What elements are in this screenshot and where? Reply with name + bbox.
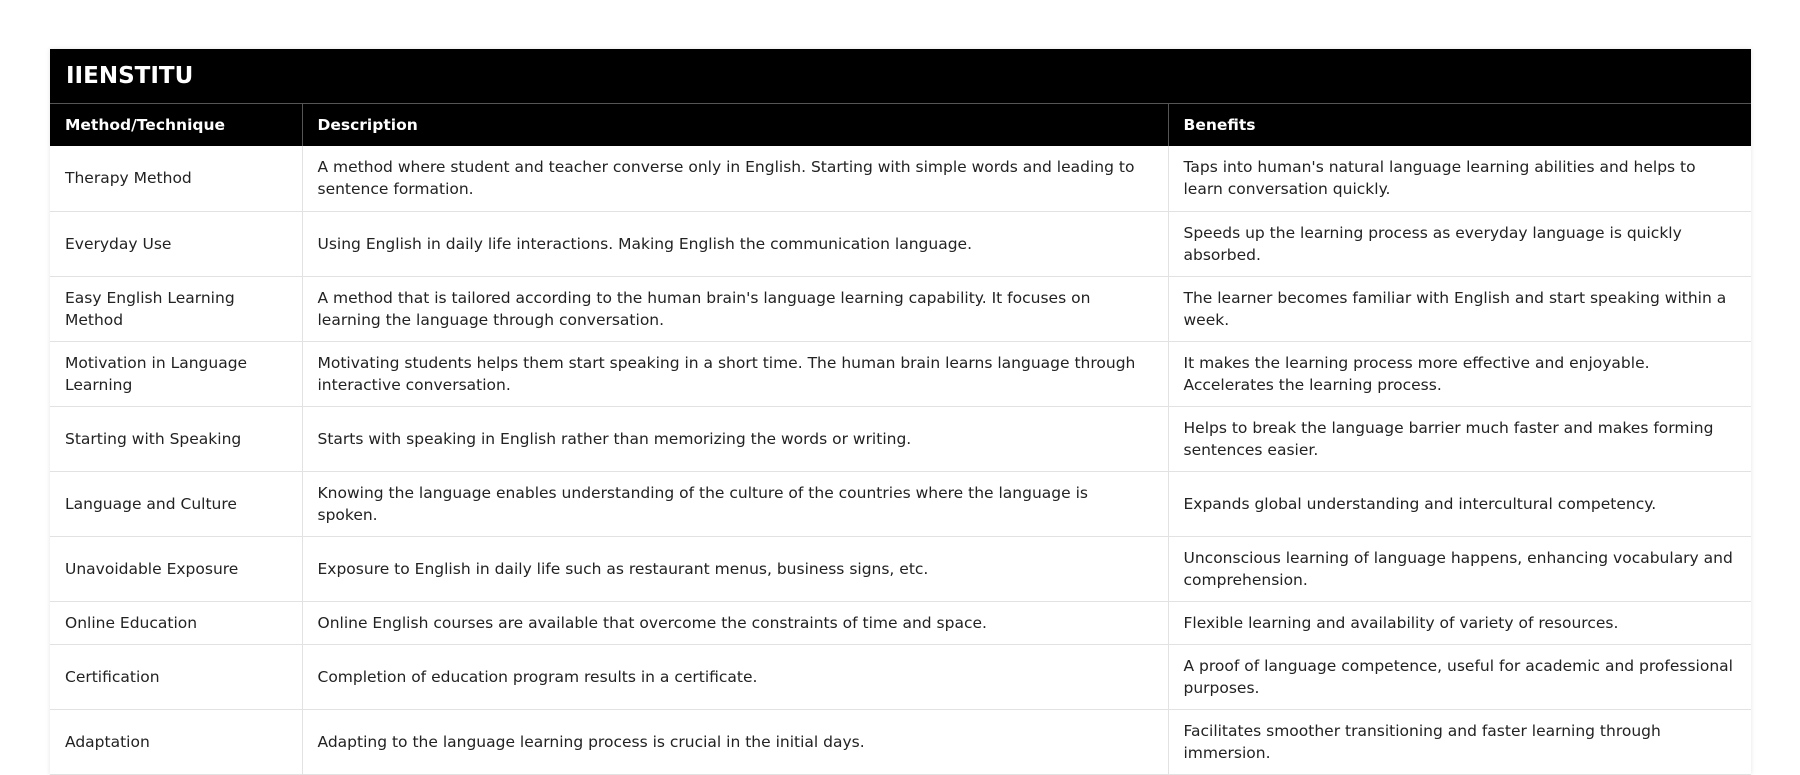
cell-description: Completion of education program results in a certificate. [302,644,1168,709]
data-table-container [50,49,1751,775]
cell-method: Unavoidable Exposure [50,536,302,601]
methods-table [50,104,1751,775]
cell-benefits: Expands global understanding and intercultural competency. [1168,471,1751,536]
cell-method: Therapy Method [50,146,302,211]
cell-benefits: The learner becomes familiar with English and start speaking within a week. [1168,276,1751,341]
cell-description: Adapting to the language learning process is crucial in the initial days. [302,709,1168,774]
cell-description: Online English courses are available that overcome the constraints of time and space. [302,601,1168,644]
table-row [50,341,1751,406]
cell-method: Everyday Use [50,211,302,276]
header-description: Description [302,104,1168,146]
cell-description: Using English in daily life interactions. Making English the communication language. [302,211,1168,276]
cell-benefits: Facilitates smoother transitioning and faster learning through immersion. [1168,709,1751,774]
table-row [50,211,1751,276]
header-benefits: Benefits [1168,104,1751,146]
cell-method: Easy English Learning Method [50,276,302,341]
table-header-row [50,104,1751,146]
cell-benefits: Unconscious learning of language happens, enhancing vocabulary and comprehension. [1168,536,1751,601]
cell-method: Motivation in Language Learning [50,341,302,406]
cell-benefits: Speeds up the learning process as everyday language is quickly absorbed. [1168,211,1751,276]
table-row [50,709,1751,774]
table-row [50,146,1751,211]
table-row [50,644,1751,709]
cell-description: A method that is tailored according to the human brain's language learning capability. It focuses on learning the language through conversation. [302,276,1168,341]
cell-method: Adaptation [50,709,302,774]
table-row [50,536,1751,601]
cell-benefits: It makes the learning process more effective and enjoyable. Accelerates the learning process. [1168,341,1751,406]
table-title: IIENSTITU [50,49,1751,104]
cell-description: Starts with speaking in English rather than memorizing the words or writing. [302,406,1168,471]
header-method: Method/Technique [50,104,302,146]
table-row [50,471,1751,536]
cell-method: Certification [50,644,302,709]
cell-benefits: Taps into human's natural language learning abilities and helps to learn conversation quickly. [1168,146,1751,211]
table-row [50,276,1751,341]
cell-method: Online Education [50,601,302,644]
table-row [50,601,1751,644]
cell-benefits: Flexible learning and availability of variety of resources. [1168,601,1751,644]
cell-benefits: A proof of language competence, useful for academic and professional purposes. [1168,644,1751,709]
cell-benefits: Helps to break the language barrier much faster and makes forming sentences easier. [1168,406,1751,471]
cell-method: Starting with Speaking [50,406,302,471]
cell-method: Language and Culture [50,471,302,536]
cell-description: Knowing the language enables understanding of the culture of the countries where the language is spoken. [302,471,1168,536]
cell-description: Motivating students helps them start speaking in a short time. The human brain learns language through interactive conversation. [302,341,1168,406]
table-row [50,406,1751,471]
cell-description: A method where student and teacher converse only in English. Starting with simple words and leading to sentence formation. [302,146,1168,211]
cell-description: Exposure to English in daily life such as restaurant menus, business signs, etc. [302,536,1168,601]
